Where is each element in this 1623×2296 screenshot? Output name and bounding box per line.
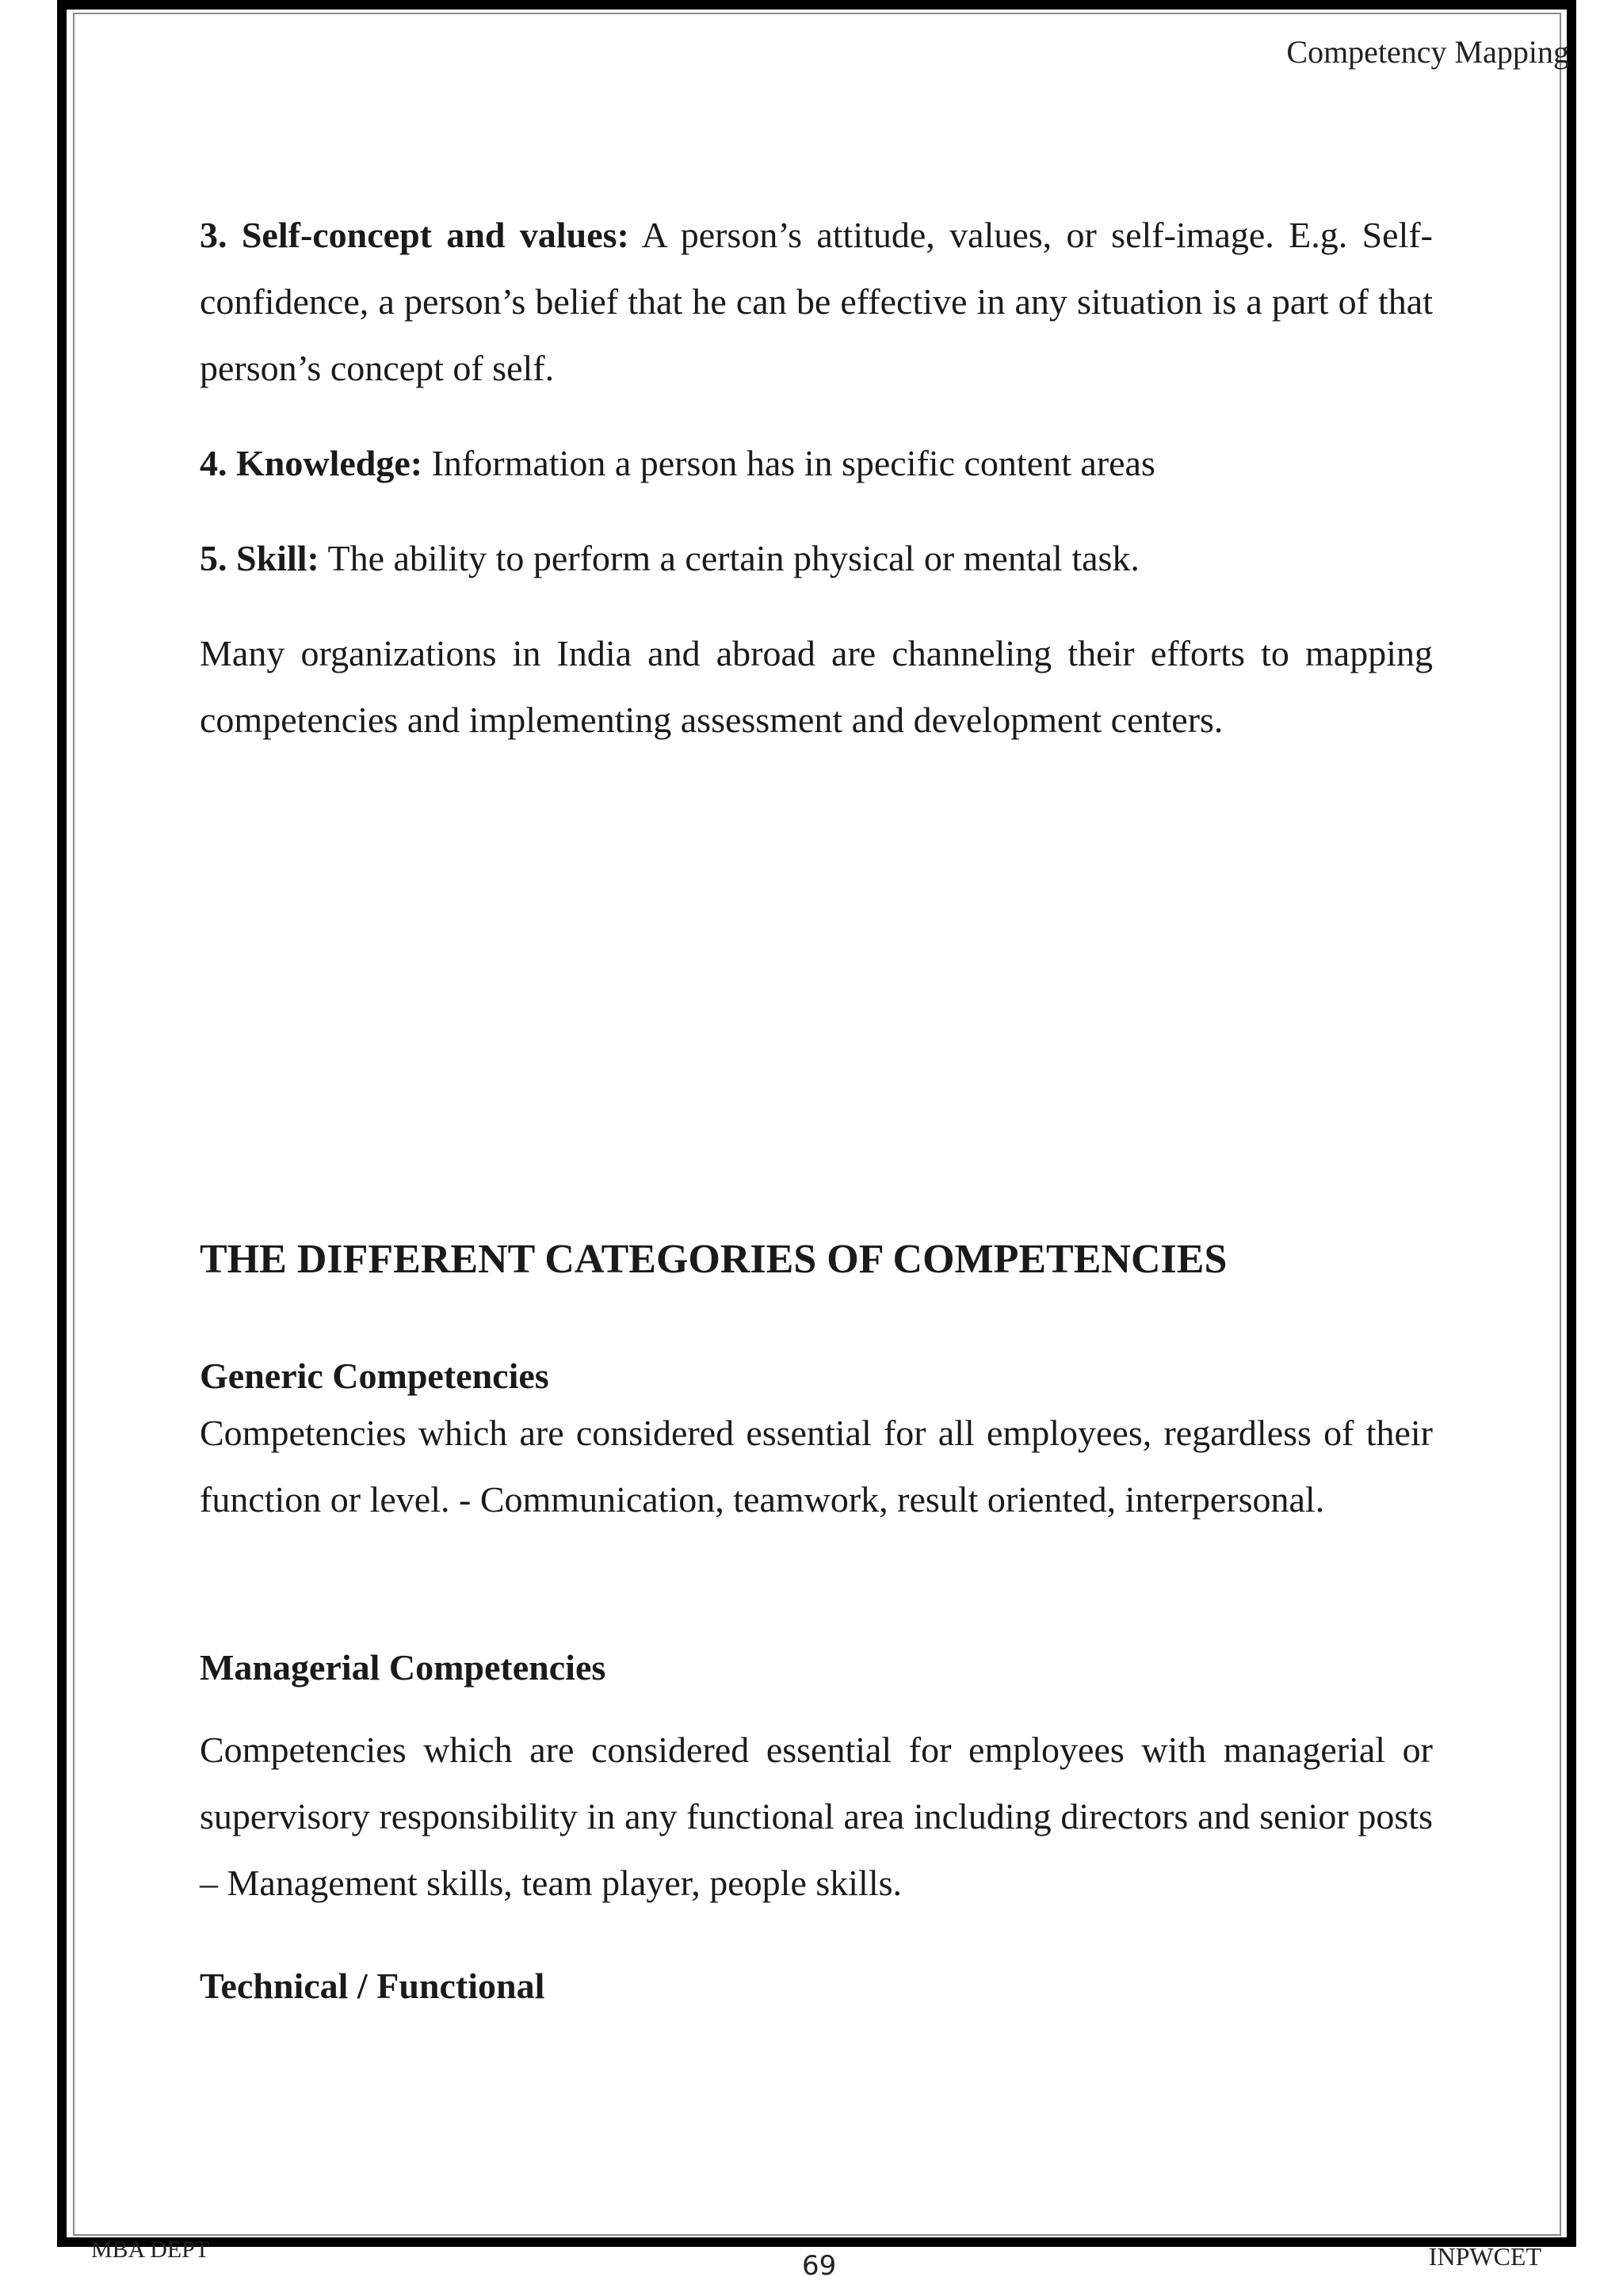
list-item-text: Information a person has in specific content areas xyxy=(422,443,1155,483)
list-item-label: 3. Self-concept and values: xyxy=(200,215,629,255)
page-number: 69 xyxy=(802,2250,837,2282)
list-item-self-concept xyxy=(200,202,1433,402)
footer-institution: INPWCET xyxy=(1428,2242,1541,2271)
list-item-text: A person’s attitude, values, or self-image. E.g. Self-confidence, a person’s belief that he can be effective in any situation is a part of that person’s concept of self. xyxy=(200,215,1433,388)
list-item-knowledge xyxy=(200,430,1433,497)
technical-competencies-block xyxy=(200,1965,1433,2007)
section-heading: THE DIFFERENT CATEGORIES OF COMPETENCIES xyxy=(200,1237,1228,1282)
managerial-competencies-title: Managerial Competencies xyxy=(200,1647,606,1688)
list-content xyxy=(200,202,1433,753)
list-item-label: 4. Knowledge: xyxy=(200,443,423,483)
footer-department: MBA DEPT xyxy=(91,2237,210,2263)
generic-competencies-title: Generic Competencies xyxy=(200,1356,549,1396)
generic-competencies-block xyxy=(200,1355,1433,1533)
technical-competencies-title: Technical / Functional xyxy=(200,1966,545,2006)
list-item-skill xyxy=(200,525,1433,592)
managerial-competencies-block xyxy=(200,1646,1433,1917)
intro-paragraph: Many organizations in India and abroad are channeling their efforts to mapping competencies and implementing assessment and development centers. xyxy=(200,633,1433,740)
managerial-competencies-text: Competencies which are considered essential for employees with managerial or supervisory responsibility in any functional area including directors and senior posts – Management skills, team player, people skills. xyxy=(200,1730,1433,1903)
running-header: Competency Mapping xyxy=(1286,34,1569,70)
list-item-text: The ability to perform a certain physical or mental task. xyxy=(319,538,1140,578)
list-item-label: 5. Skill: xyxy=(200,538,319,578)
generic-competencies-text: Competencies which are considered essential for all employees, regardless of their function or level. - Communication, teamwork, result oriented, interpersonal. xyxy=(200,1413,1433,1520)
